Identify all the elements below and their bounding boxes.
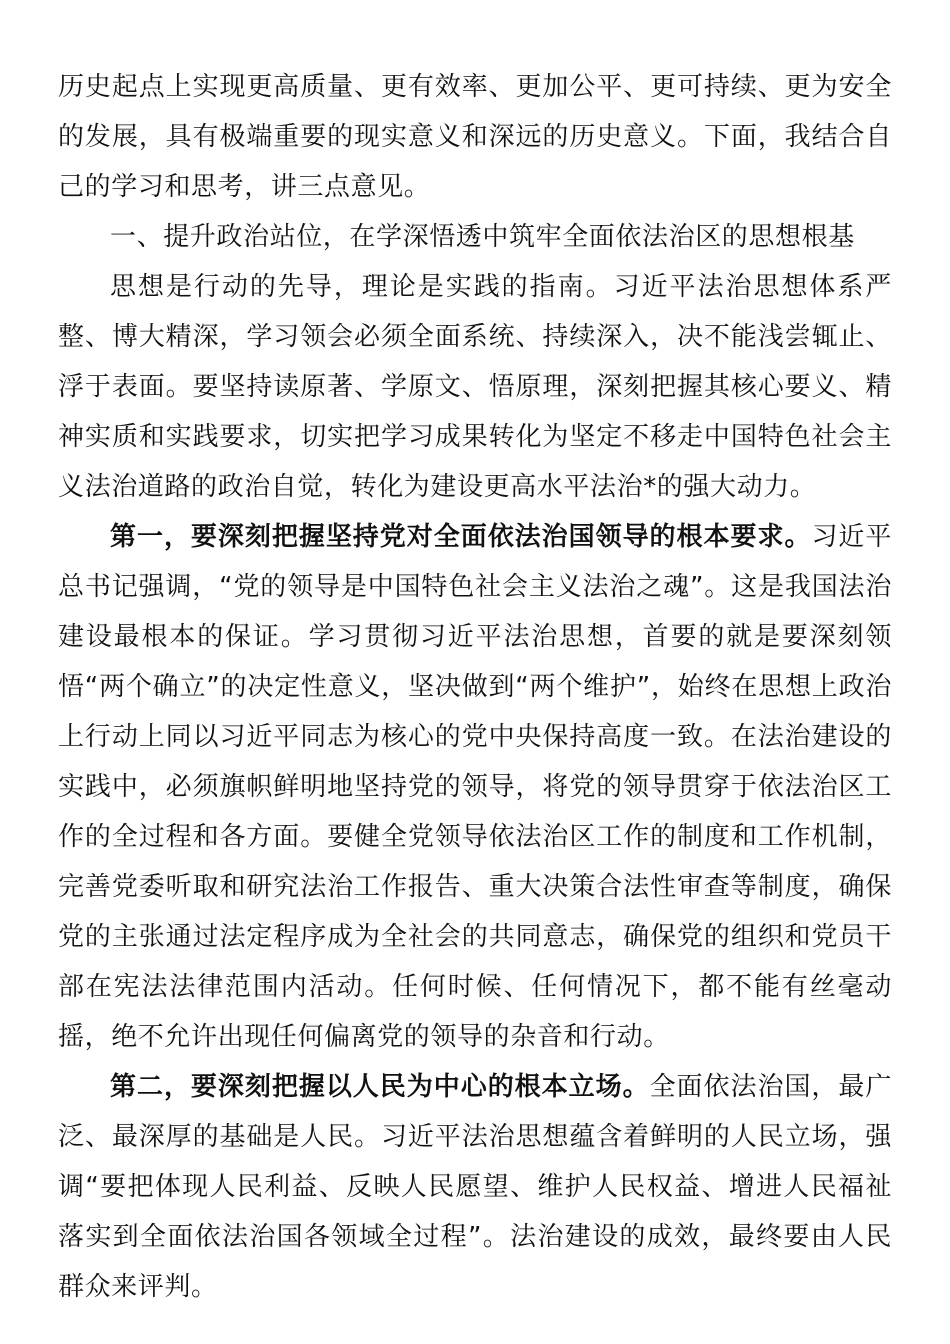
point-2-body: 全面依法治国，最广泛、最深厚的基础是人民。习近平法治思想蕴含着鲜明的人民立场，强调“要把体现人民利益、反映人民愿望、维护人民权益、增进人民福祉落实到全面依法治国各领域全过程”。法治建设的成效，最终要由人民群众来评判。 — [58, 1072, 892, 1302]
paragraph-guidance: 思想是行动的先导，理论是实践的指南。习近平法治思想体系严整、博大精深，学习领会必须全面系统、持续深入，决不能浅尝辄止、浮于表面。要坚持读原著、学原文、悟原理，深刻把握其核心要义、精神实质和实践要求，切实把学习成果转化为坚定不移走中国特色社会主义法治道路的政治自觉，转化为建设更高水平法治*的强大动力。 — [58, 272, 892, 502]
point-1-body: 习近平总书记强调，“党的领导是中国特色社会主义法治之魂”。这是我国法治建设最根本的保证。学习贯彻习近平法治思想，首要的就是要深刻领悟“两个确立”的决定性意义，坚决做到“两个维护”，始终在思想上政治上行动上同以习近平同志为核心的党中央保持高度一致。在法治建设的实践中，必须旗帜鲜明地坚持党的领导，将党的领导贯穿于依法治区工作的全过程和各方面。要健全党领导依法治区工作的制度和工作机制，完善党委听取和研究法治工作报告、重大决策合法性审查等制度，确保党的主张通过法定程序成为全社会的共同意志，确保党的组织和党员干部在宪法法律范围内活动。任何时候、任何情况下，都不能有丝毫动摇，绝不允许出现任何偏离党的领导的杂音和行动。 — [58, 522, 892, 1052]
point-1-heading: 第一，要深刻把握坚持党对全面依法治国领导的根本要求。 — [110, 522, 812, 552]
point-1-paragraph — [58, 512, 892, 1062]
section-heading: 一、提升政治站位，在学深悟透中筑牢全面依法治区的思想根基 — [110, 222, 855, 252]
intro-paragraph: 历史起点上实现更高质量、更有效率、更加公平、更可持续、更为安全的发展，具有极端重要的现实意义和深远的历史意义。下面，我结合自己的学习和思考，讲三点意见。 — [58, 72, 892, 202]
point-2-heading: 第二，要深刻把握以人民为中心的根本立场。 — [110, 1072, 650, 1102]
document-page — [58, 62, 892, 1312]
point-2-paragraph — [58, 1062, 892, 1312]
